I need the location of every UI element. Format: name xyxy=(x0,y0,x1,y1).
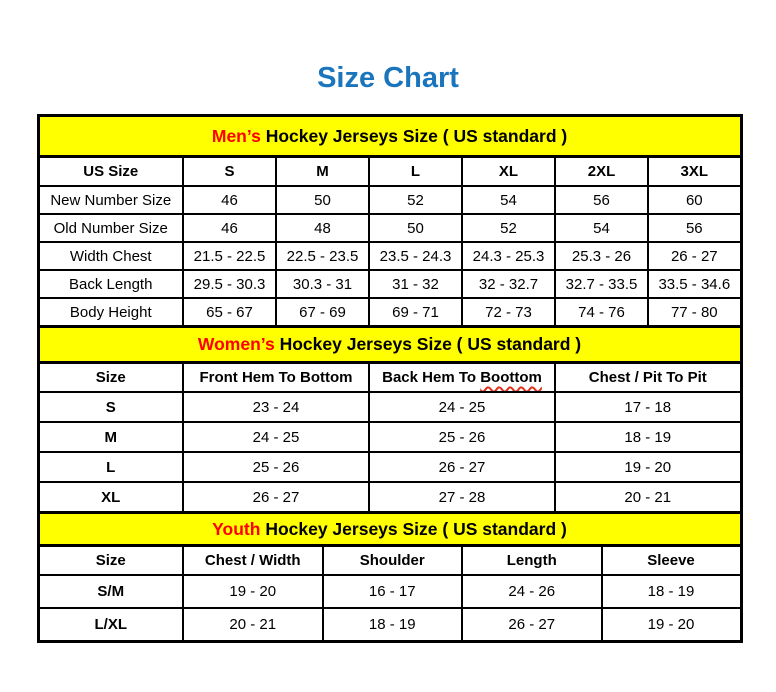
value-cell: 30.3 - 31 xyxy=(276,270,369,298)
column-header: Chest / Pit To Pit xyxy=(555,363,741,393)
column-header: L xyxy=(369,157,462,187)
table-row xyxy=(38,242,741,270)
youth-section-title xyxy=(38,513,741,546)
value-cell: 27 - 28 xyxy=(369,482,555,513)
row-label-cell: S xyxy=(38,392,183,422)
value-cell: 21.5 - 22.5 xyxy=(183,242,276,270)
column-header: S xyxy=(183,157,276,187)
youth-size-table xyxy=(37,511,743,643)
row-label-cell: L/XL xyxy=(38,608,183,642)
womens-band-rest: Hockey Jerseys Size ( US standard ) xyxy=(274,334,582,354)
table-row xyxy=(38,575,741,608)
value-cell: 24 - 26 xyxy=(462,575,602,608)
mens-band-rest: Hockey Jerseys Size ( US standard ) xyxy=(260,125,568,146)
value-cell: 69 - 71 xyxy=(369,298,462,327)
mens-band-highlight: Men’s xyxy=(211,125,261,146)
column-header: Front Hem To Bottom xyxy=(183,363,369,393)
value-cell: 65 - 67 xyxy=(183,298,276,327)
column-header: Shoulder xyxy=(323,546,463,576)
mens-section-band xyxy=(38,116,741,157)
value-cell: 25.3 - 26 xyxy=(555,242,648,270)
row-label-cell: XL xyxy=(38,482,183,513)
value-cell: 46 xyxy=(183,186,276,214)
value-cell: 25 - 26 xyxy=(183,452,369,482)
column-header xyxy=(369,363,555,393)
value-cell: 25 - 26 xyxy=(369,422,555,452)
column-header-text: Back Hem To xyxy=(382,369,481,386)
value-cell: 50 xyxy=(276,186,369,214)
womens-header-row xyxy=(38,363,741,393)
table-row xyxy=(38,214,741,242)
column-header: 3XL xyxy=(648,157,741,187)
youth-header-row xyxy=(38,546,741,576)
table-row xyxy=(38,392,741,422)
column-header: Size xyxy=(38,363,183,393)
youth-band-highlight: Youth xyxy=(212,518,261,539)
youth-section-band xyxy=(38,513,741,546)
page-title: Size Chart xyxy=(317,62,459,94)
value-cell: 24 - 25 xyxy=(183,422,369,452)
value-cell: 52 xyxy=(462,214,555,242)
table-row xyxy=(38,422,741,452)
mens-section-title xyxy=(38,116,741,157)
value-cell: 77 - 80 xyxy=(648,298,741,327)
column-header: Chest / Width xyxy=(183,546,323,576)
value-cell: 26 - 27 xyxy=(648,242,741,270)
value-cell: 33.5 - 34.6 xyxy=(648,270,741,298)
value-cell: 18 - 19 xyxy=(323,608,463,642)
value-cell: 19 - 20 xyxy=(602,608,742,642)
value-cell: 56 xyxy=(555,186,648,214)
value-cell: 31 - 32 xyxy=(369,270,462,298)
row-label-cell: Width Chest xyxy=(38,242,183,270)
value-cell: 24 - 25 xyxy=(369,392,555,422)
value-cell: 67 - 69 xyxy=(276,298,369,327)
value-cell: 50 xyxy=(369,214,462,242)
value-cell: 46 xyxy=(183,214,276,242)
value-cell: 17 - 18 xyxy=(555,392,741,422)
column-header: Length xyxy=(462,546,602,576)
column-header: 2XL xyxy=(555,157,648,187)
table-row xyxy=(38,482,741,513)
womens-section-band xyxy=(38,327,741,363)
value-cell: 74 - 76 xyxy=(555,298,648,327)
misspelled-word: Boottom xyxy=(480,369,542,386)
value-cell: 60 xyxy=(648,186,741,214)
column-header: US Size xyxy=(38,157,183,187)
row-label-cell: S/M xyxy=(38,575,183,608)
youth-band-rest: Hockey Jerseys Size ( US standard ) xyxy=(260,518,567,539)
column-header: M xyxy=(276,157,369,187)
value-cell: 56 xyxy=(648,214,741,242)
row-label-cell: Body Height xyxy=(38,298,183,327)
value-cell: 26 - 27 xyxy=(183,482,369,513)
value-cell: 18 - 19 xyxy=(555,422,741,452)
value-cell: 26 - 27 xyxy=(369,452,555,482)
value-cell: 23 - 24 xyxy=(183,392,369,422)
value-cell: 18 - 19 xyxy=(602,575,742,608)
column-header: XL xyxy=(462,157,555,187)
value-cell: 24.3 - 25.3 xyxy=(462,242,555,270)
size-chart xyxy=(37,114,740,643)
column-header: Sleeve xyxy=(602,546,742,576)
womens-band-highlight: Women’s xyxy=(197,334,275,354)
womens-size-table xyxy=(37,325,743,514)
mens-header-row xyxy=(38,157,741,187)
row-label-cell: Old Number Size xyxy=(38,214,183,242)
value-cell: 52 xyxy=(369,186,462,214)
column-header: Size xyxy=(38,546,183,576)
value-cell: 20 - 21 xyxy=(555,482,741,513)
row-label-cell: M xyxy=(38,422,183,452)
value-cell: 54 xyxy=(462,186,555,214)
value-cell: 29.5 - 30.3 xyxy=(183,270,276,298)
womens-section-title xyxy=(38,327,741,363)
value-cell: 54 xyxy=(555,214,648,242)
value-cell: 16 - 17 xyxy=(323,575,463,608)
value-cell: 19 - 20 xyxy=(555,452,741,482)
value-cell: 48 xyxy=(276,214,369,242)
value-cell: 32.7 - 33.5 xyxy=(555,270,648,298)
table-row xyxy=(38,452,741,482)
mens-size-table xyxy=(37,114,743,328)
table-row xyxy=(38,186,741,214)
table-row xyxy=(38,298,741,327)
table-row xyxy=(38,608,741,642)
value-cell: 19 - 20 xyxy=(183,575,323,608)
value-cell: 20 - 21 xyxy=(183,608,323,642)
row-label-cell: L xyxy=(38,452,183,482)
row-label-cell: New Number Size xyxy=(38,186,183,214)
row-label-cell: Back Length xyxy=(38,270,183,298)
value-cell: 72 - 73 xyxy=(462,298,555,327)
value-cell: 23.5 - 24.3 xyxy=(369,242,462,270)
value-cell: 32 - 32.7 xyxy=(462,270,555,298)
value-cell: 22.5 - 23.5 xyxy=(276,242,369,270)
value-cell: 26 - 27 xyxy=(462,608,602,642)
table-row xyxy=(38,270,741,298)
